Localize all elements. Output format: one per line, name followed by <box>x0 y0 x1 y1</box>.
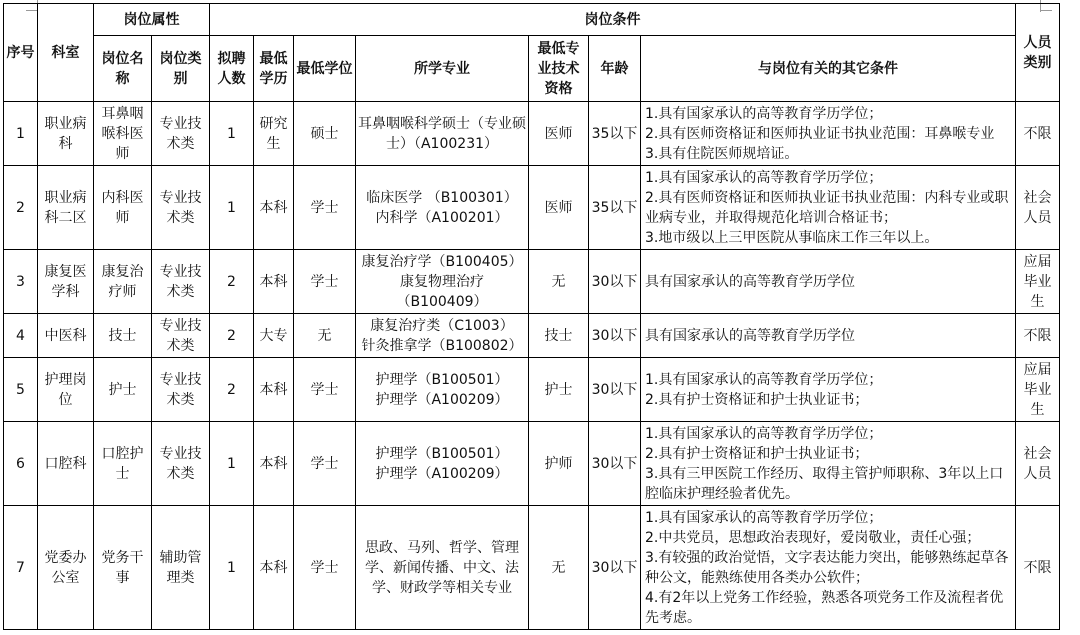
cell-other-line: 1.具有国家承认的高等教育学历学位； <box>645 169 883 186</box>
cell-count: 1 <box>210 506 254 630</box>
cell-other-line: 3.具有住院医师规培证。 <box>645 145 799 162</box>
cell-age: 35以下 <box>589 166 641 250</box>
recruitment-table <box>3 3 1060 630</box>
cell-post-type: 专业技术类 <box>152 314 210 358</box>
cell-major <box>356 358 529 422</box>
header-seq: 序号 <box>4 4 38 102</box>
table-row <box>4 250 1060 314</box>
cell-dept: 康复医学科 <box>38 250 94 314</box>
header-group-attr: 岗位属性 <box>94 4 210 36</box>
cell-major-line: 康复物理治疗 <box>400 273 484 290</box>
cell-major-line: 耳鼻咽喉科学硕士（专业硕士）（A100231） <box>358 115 526 152</box>
cell-other-line: 2.具有医师资格证和医师执业证书执业范围：耳鼻喉专业 <box>645 125 995 142</box>
cell-edu: 大专 <box>254 314 294 358</box>
cell-seq: 1 <box>4 102 38 166</box>
cell-seq: 5 <box>4 358 38 422</box>
cell-staff-type: 社会人员 <box>1016 422 1060 506</box>
cell-count: 2 <box>210 358 254 422</box>
cell-major <box>356 506 529 630</box>
header-degree: 最低学位 <box>294 36 356 102</box>
cell-count: 2 <box>210 314 254 358</box>
cell-seq: 7 <box>4 506 38 630</box>
cell-post-type: 辅助管理类 <box>152 506 210 630</box>
cell-age: 30以下 <box>589 506 641 630</box>
cell-staff-type: 不限 <box>1016 102 1060 166</box>
cell-edu: 研究生 <box>254 102 294 166</box>
cell-title: 护士 <box>529 358 589 422</box>
cell-major-line: 护理学（A100209） <box>375 465 509 482</box>
cell-seq: 2 <box>4 166 38 250</box>
cell-age: 30以下 <box>589 314 641 358</box>
cell-edu: 本科 <box>254 166 294 250</box>
cell-other-line: 1.具有国家承认的高等教育学历学位； <box>645 105 883 122</box>
cell-post-name: 护士 <box>94 358 152 422</box>
cell-other <box>641 506 1016 630</box>
cell-edu: 本科 <box>254 506 294 630</box>
cell-major-line: （B100409） <box>396 293 488 310</box>
cell-staff-type: 不限 <box>1016 314 1060 358</box>
cell-other-line: 具有国家承认的高等教育学历学位 <box>645 273 855 290</box>
cell-major-line: 康复治疗学（B100405） <box>361 253 523 270</box>
cell-count: 1 <box>210 166 254 250</box>
cell-seq: 6 <box>4 422 38 506</box>
cell-other <box>641 250 1016 314</box>
cell-major-line: 针灸推拿学（B100802） <box>361 337 523 354</box>
cell-major-line: 护理学（B100501） <box>375 445 509 462</box>
cell-degree: 学士 <box>294 166 356 250</box>
cell-other-line: 3.地市级以上三甲医院从事临床工作三年以上。 <box>645 229 939 246</box>
table-body <box>4 102 1060 630</box>
cell-other-line: 具有国家承认的高等教育学历学位 <box>645 327 855 344</box>
cell-title: 无 <box>529 506 589 630</box>
cell-other-line: 3.具有三甲医院工作经历、取得主管护师职称、3年以上口腔临床护理经验者优先。 <box>645 465 1004 502</box>
cell-major-line: 护理学（A100209） <box>375 391 509 408</box>
header-edu: 最低学历 <box>254 36 294 102</box>
table-row <box>4 506 1060 630</box>
cell-staff-type: 应届毕业生 <box>1016 358 1060 422</box>
cell-post-type: 专业技术类 <box>152 102 210 166</box>
cell-post-type: 专业技术类 <box>152 358 210 422</box>
cell-staff-type: 社会人员 <box>1016 166 1060 250</box>
cell-major <box>356 166 529 250</box>
cell-other-line: 1.具有国家承认的高等教育学历学位； <box>645 425 883 442</box>
cell-dept: 党委办公室 <box>38 506 94 630</box>
cell-age: 30以下 <box>589 358 641 422</box>
cell-degree: 无 <box>294 314 356 358</box>
cell-major-line: 康复治疗类（C1003） <box>370 317 514 334</box>
cell-age: 30以下 <box>589 422 641 506</box>
cell-post-name: 党务干事 <box>94 506 152 630</box>
cell-major-line: 内科学（A100201） <box>375 209 509 226</box>
cell-count: 1 <box>210 102 254 166</box>
cell-post-name: 口腔护士 <box>94 422 152 506</box>
cell-post-name: 技士 <box>94 314 152 358</box>
cell-post-name: 康复治疗师 <box>94 250 152 314</box>
cell-edu: 本科 <box>254 358 294 422</box>
cell-post-type: 专业技术类 <box>152 166 210 250</box>
cell-major-line: 思政、马列、哲学、管理学、新闻传播、中文、法学、财政学等相关专业 <box>365 539 519 596</box>
cell-edu: 本科 <box>254 422 294 506</box>
cell-other <box>641 358 1016 422</box>
cell-dept: 中医科 <box>38 314 94 358</box>
cell-other <box>641 166 1016 250</box>
cell-count: 2 <box>210 250 254 314</box>
cell-count: 1 <box>210 422 254 506</box>
cell-title: 医师 <box>529 102 589 166</box>
cell-other-line: 2.中共党员，思想政治表现好，爱岗敬业，责任心强； <box>645 529 981 546</box>
cell-degree: 学士 <box>294 506 356 630</box>
header-title: 最低专业技术资格 <box>529 36 589 102</box>
cell-major <box>356 314 529 358</box>
cell-other-line: 4.有2年以上党务工作经验，熟悉各项党务工作及流程者优先考虑。 <box>645 589 1004 626</box>
cell-title: 医师 <box>529 166 589 250</box>
cell-other <box>641 102 1016 166</box>
table-row <box>4 314 1060 358</box>
header-count: 拟聘人数 <box>210 36 254 102</box>
cell-dept: 职业病科 <box>38 102 94 166</box>
cell-title: 技士 <box>529 314 589 358</box>
cell-other <box>641 314 1016 358</box>
table-row <box>4 358 1060 422</box>
header-age: 年龄 <box>589 36 641 102</box>
cell-other <box>641 422 1016 506</box>
header-other: 与岗位有关的其它条件 <box>641 36 1016 102</box>
cell-other-line: 2.具有护士资格证和护士执业证书； <box>645 445 869 462</box>
cell-other-line: 1.具有国家承认的高等教育学历学位； <box>645 371 883 388</box>
cell-post-name: 内科医师 <box>94 166 152 250</box>
cell-other-line: 2.具有护士资格证和护士执业证书； <box>645 391 869 408</box>
table-row <box>4 422 1060 506</box>
header-group-cond: 岗位条件 <box>210 4 1016 36</box>
cell-dept: 护理岗位 <box>38 358 94 422</box>
cell-title: 无 <box>529 250 589 314</box>
recruitment-table-container <box>3 3 1060 630</box>
cell-dept: 口腔科 <box>38 422 94 506</box>
cell-major-line: 护理学（B100501） <box>375 371 509 388</box>
cell-seq: 4 <box>4 314 38 358</box>
cell-staff-type: 应届毕业生 <box>1016 250 1060 314</box>
cell-post-type: 专业技术类 <box>152 422 210 506</box>
table-row <box>4 166 1060 250</box>
cell-major <box>356 422 529 506</box>
header-post-name: 岗位名称 <box>94 36 152 102</box>
table-header <box>4 4 1060 102</box>
cell-degree: 学士 <box>294 358 356 422</box>
cell-edu: 本科 <box>254 250 294 314</box>
cell-dept: 职业病科二区 <box>38 166 94 250</box>
cell-major <box>356 250 529 314</box>
header-staff-type: 人员类别 <box>1016 4 1060 102</box>
cell-title: 护师 <box>529 422 589 506</box>
cell-other-line: 1.具有国家承认的高等教育学历学位； <box>645 509 883 526</box>
table-row <box>4 102 1060 166</box>
cell-staff-type: 不限 <box>1016 506 1060 630</box>
cell-major <box>356 102 529 166</box>
cell-post-type: 专业技术类 <box>152 250 210 314</box>
header-post-type: 岗位类别 <box>152 36 210 102</box>
header-major: 所学专业 <box>356 36 529 102</box>
cell-seq: 3 <box>4 250 38 314</box>
cell-other-line: 3.有较强的政治觉悟，文字表达能力突出，能够熟练起草各种公文，能熟练使用各类办公软件； <box>645 549 1009 586</box>
cell-major-line: 临床医学 （B100301） <box>366 189 518 206</box>
cell-degree: 学士 <box>294 422 356 506</box>
cell-age: 35以下 <box>589 102 641 166</box>
cell-post-name: 耳鼻咽喉科医师 <box>94 102 152 166</box>
cell-degree: 硕士 <box>294 102 356 166</box>
cell-degree: 学士 <box>294 250 356 314</box>
cell-other-line: 2.具有医师资格证和医师执业证书执业范围：内科专业或职业病专业，并取得规范化培训合格证书； <box>645 189 1009 226</box>
header-dept: 科室 <box>38 4 94 102</box>
cell-age: 30以下 <box>589 250 641 314</box>
